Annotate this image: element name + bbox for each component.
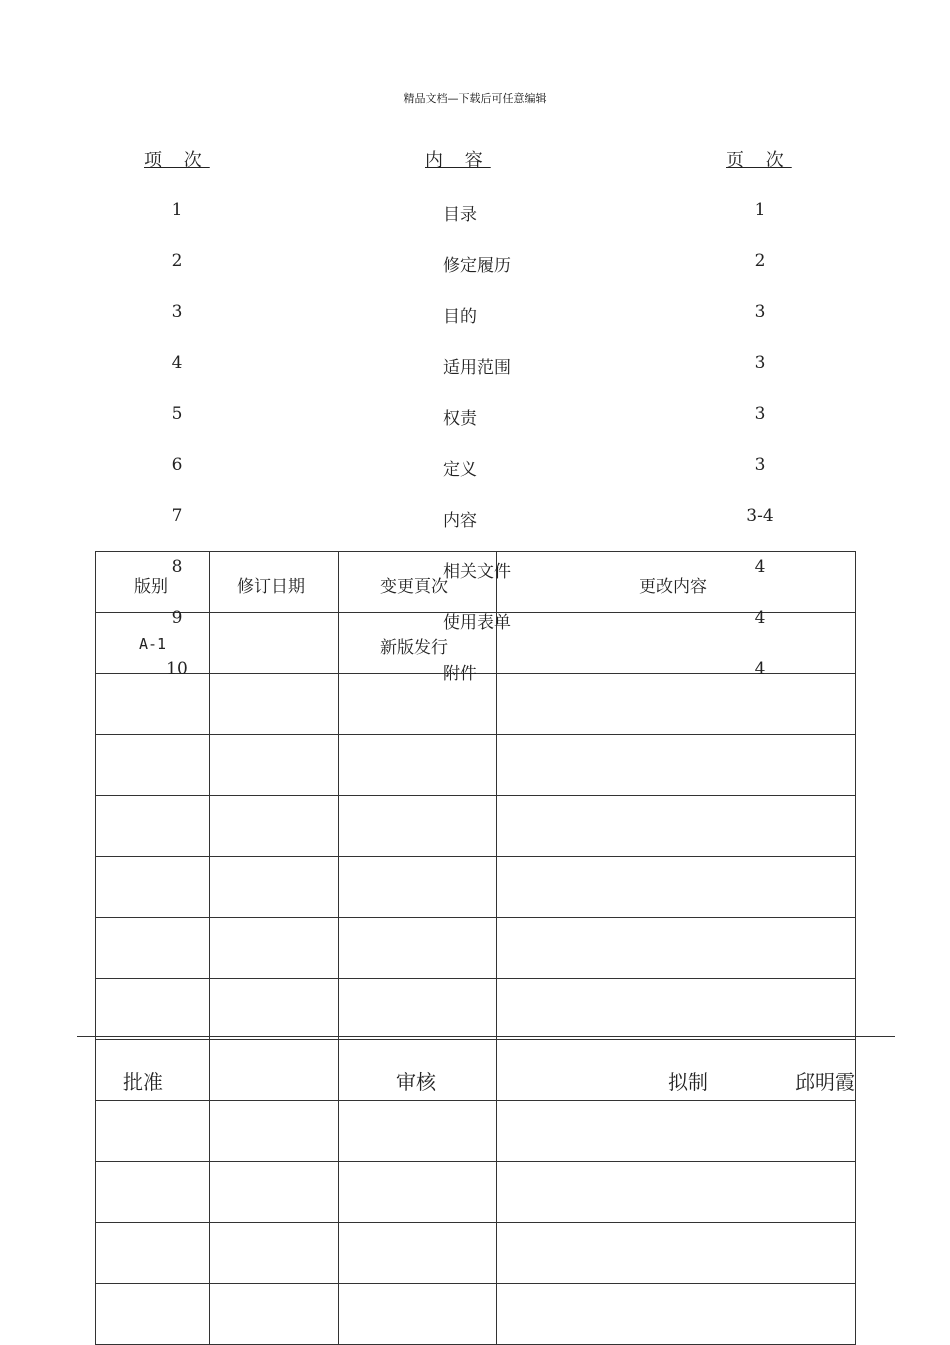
- toc-item-number: 6: [171, 455, 183, 475]
- toc-item-title: 权责: [443, 409, 477, 429]
- revision-cell: [96, 979, 210, 1040]
- revision-cell: [339, 796, 497, 857]
- signoff-cell: [96, 1162, 210, 1223]
- revision-cell: [497, 796, 856, 857]
- signoff-cell: [96, 1101, 210, 1162]
- toc-item-number: 2: [171, 251, 183, 271]
- revision-row: [96, 735, 856, 796]
- revision-cell: [497, 979, 856, 1040]
- toc-item-page: 4: [754, 659, 766, 679]
- toc-row: [0, 302, 950, 326]
- header-changed-pages: 变更頁次: [380, 577, 448, 597]
- revision-cell: [497, 857, 856, 918]
- toc-item-page: 3: [754, 455, 766, 475]
- toc-item-page: 3: [754, 353, 766, 373]
- toc-item-title: 附件: [443, 664, 477, 684]
- signoff-row: [96, 1162, 856, 1223]
- signoff-cell: [210, 1223, 339, 1284]
- toc-item-page: 1: [754, 200, 766, 220]
- review-label: 审核: [396, 1070, 436, 1094]
- revision-change: 新版发行: [380, 638, 448, 658]
- revision-cell: [339, 735, 497, 796]
- toc-row: [0, 557, 950, 581]
- toc-row: [0, 404, 950, 428]
- revision-cell: [96, 918, 210, 979]
- signoff-row: [96, 1040, 856, 1101]
- toc-item-number: 7: [171, 506, 183, 526]
- signoff-cell: [497, 1284, 856, 1345]
- toc-item-title: 适用范围: [443, 358, 511, 378]
- toc-row: [0, 200, 950, 224]
- toc-item-page: 3: [754, 302, 766, 322]
- toc-item-page: 3-4: [746, 506, 774, 526]
- toc-row: [0, 455, 950, 479]
- toc-item-number: 10: [166, 659, 188, 679]
- revision-cell: [210, 979, 339, 1040]
- revision-cell: [497, 735, 856, 796]
- revision-cell: [96, 735, 210, 796]
- toc-item-number: 5: [171, 404, 183, 424]
- signoff-cell: [210, 1101, 339, 1162]
- signoff-cell: [210, 1162, 339, 1223]
- toc-row: [0, 659, 950, 683]
- revision-cell: [210, 796, 339, 857]
- toc-item-title: 内容: [443, 511, 477, 531]
- signoff-cell: [497, 1223, 856, 1284]
- signoff-table: [95, 1039, 856, 1345]
- toc-header-item: 项 次: [144, 150, 210, 171]
- revision-cell: [210, 918, 339, 979]
- revision-cell: [339, 979, 497, 1040]
- toc-item-title: 定义: [443, 460, 477, 480]
- revision-row: [96, 796, 856, 857]
- toc-item-title: 修定履历: [443, 256, 511, 276]
- revision-cell: [497, 918, 856, 979]
- signoff-cell: [497, 1101, 856, 1162]
- drafter-name: 邱明霞: [795, 1070, 855, 1094]
- signoff-row: [96, 1101, 856, 1162]
- toc-item-title: 使用表单: [443, 613, 511, 633]
- signoff-cell: [210, 1040, 339, 1101]
- signoff-cell: [339, 1223, 497, 1284]
- section-divider: [77, 1036, 895, 1037]
- signoff-cell: [96, 1284, 210, 1345]
- toc-item-page: 3: [754, 404, 766, 424]
- toc-item-number: 4: [171, 353, 183, 373]
- toc-row: [0, 506, 950, 530]
- revision-version: A-1: [139, 635, 167, 653]
- signoff-cell: [339, 1162, 497, 1223]
- header-note: 精品文档—下载后可任意编辑: [403, 92, 547, 105]
- toc-row: [0, 353, 950, 377]
- revision-cell: [96, 796, 210, 857]
- toc-item-page: 4: [754, 608, 766, 628]
- signoff-cell: [339, 1284, 497, 1345]
- toc-item-number: 1: [171, 200, 183, 220]
- draft-label: 拟制: [668, 1070, 708, 1094]
- revision-row: [96, 979, 856, 1040]
- toc-item-page: 2: [754, 251, 766, 271]
- toc-item-number: 9: [171, 608, 183, 628]
- revision-cell: [339, 857, 497, 918]
- toc-item-title: 目的: [443, 307, 477, 327]
- toc-item-title: 目录: [443, 205, 477, 225]
- toc-header-content: 内 容: [425, 150, 491, 171]
- toc-item-page: 4: [754, 557, 766, 577]
- toc-item-title: 相关文件: [443, 562, 511, 582]
- revision-cell: [339, 918, 497, 979]
- signoff-cell: [497, 1162, 856, 1223]
- toc-header-page: 页 次: [726, 150, 792, 171]
- revision-row: [96, 918, 856, 979]
- signoff-cell: [96, 1223, 210, 1284]
- approve-label: 批准: [123, 1070, 163, 1094]
- toc-item-number: 8: [171, 557, 183, 577]
- signoff-cell: [339, 1101, 497, 1162]
- revision-cell: [210, 735, 339, 796]
- toc-item-number: 3: [171, 302, 183, 322]
- signoff-row: [96, 1284, 856, 1345]
- revision-cell: [96, 857, 210, 918]
- header-revision-date: 修订日期: [237, 577, 305, 597]
- header-version: 版别: [134, 577, 168, 597]
- toc-row: [0, 251, 950, 275]
- revision-row: [96, 857, 856, 918]
- toc-row: [0, 608, 950, 632]
- revision-cell: [210, 857, 339, 918]
- signoff-cell: [210, 1284, 339, 1345]
- signoff-row: [96, 1223, 856, 1284]
- header-change-content: 更改内容: [639, 577, 707, 597]
